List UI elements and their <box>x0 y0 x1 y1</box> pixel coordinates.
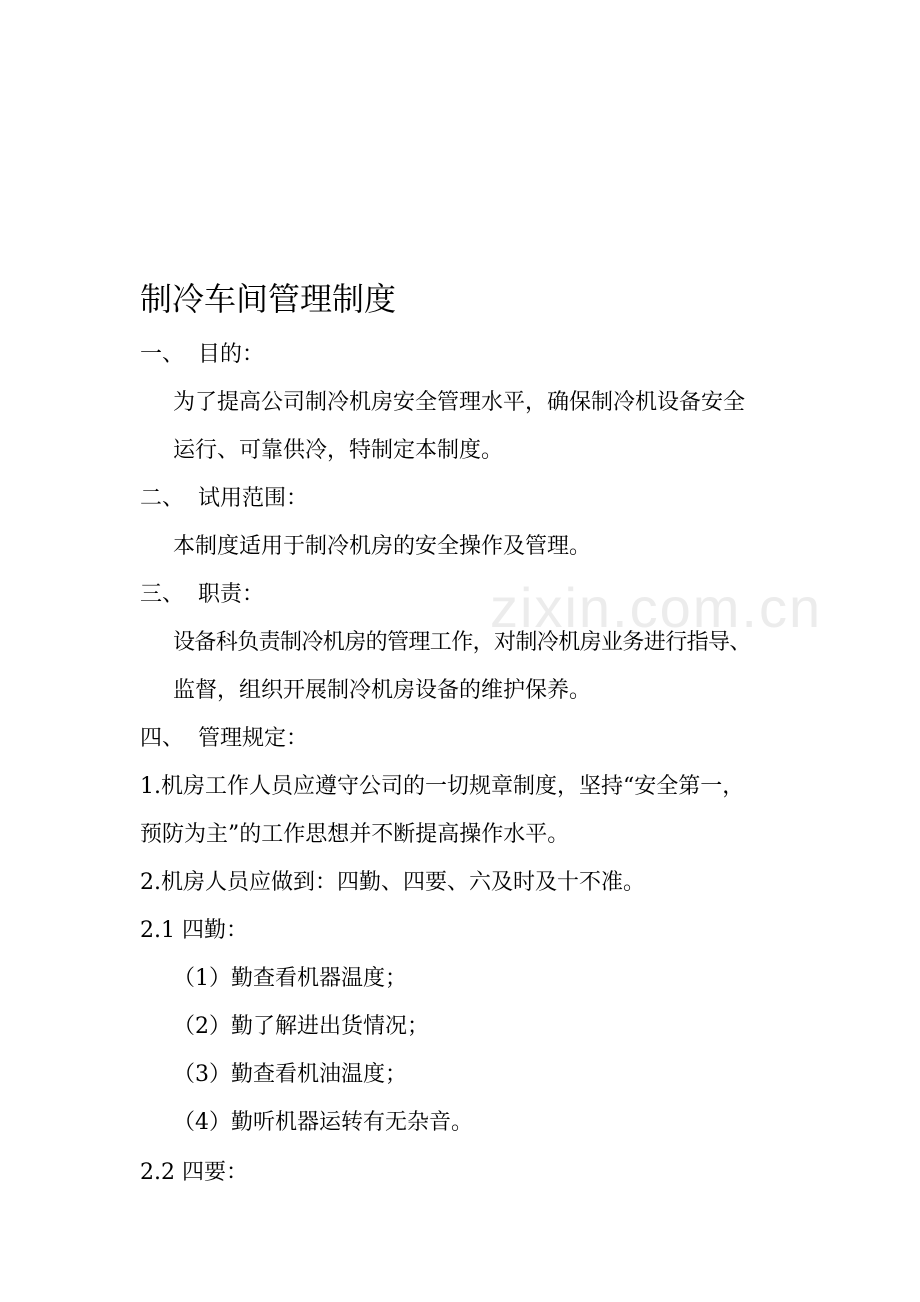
rule-line: 2.机房人员应做到：四勤、四要、六及时及十不准。 <box>140 870 645 895</box>
watermark: zixin.com.cn <box>490 576 823 639</box>
section-heading-text: 试用范围： <box>198 486 309 511</box>
paragraph-line: 监督，组织开展制冷机房设备的维护保养。 <box>173 678 592 703</box>
list-item: （4）勤听机器运转有无杂音。 <box>173 1110 473 1135</box>
list-item: （2）勤了解进出货情况； <box>173 1014 429 1039</box>
section-number: 四、 <box>140 726 185 751</box>
list-item: （1）勤查看机器温度； <box>173 966 407 991</box>
rule-line: 1.机房工作人员应遵守公司的一切规章制度，坚持“安全第一， <box>140 774 745 799</box>
section-4-heading <box>140 728 308 750</box>
rule-line: 预防为主”的工作思想并不断提高操作水平。 <box>140 822 570 847</box>
section-number: 一、 <box>140 342 185 367</box>
section-3-heading <box>140 584 264 606</box>
section-2-heading <box>140 488 308 510</box>
subsection-heading: 2.2 四要： <box>140 1160 248 1185</box>
section-heading-text: 目的： <box>198 342 265 367</box>
paragraph-line: 设备科负责制冷机房的管理工作，对制冷机房业务进行指导、 <box>173 630 751 655</box>
paragraph-line: 运行、可靠供冷，特制定本制度。 <box>173 438 504 463</box>
section-heading-text: 职责： <box>198 582 265 607</box>
section-1-heading <box>140 344 264 366</box>
paragraph-line: 为了提高公司制冷机房安全管理水平，确保制冷机设备安全 <box>173 390 746 415</box>
section-number: 三、 <box>140 582 185 607</box>
document-title: 制冷车间管理制度 <box>140 280 397 318</box>
section-number: 二、 <box>140 486 185 511</box>
list-item: （3）勤查看机油温度； <box>173 1062 407 1087</box>
subsection-heading: 2.1 四勤： <box>140 918 248 943</box>
paragraph-line: 本制度适用于制冷机房的安全操作及管理。 <box>173 534 592 559</box>
section-heading-text: 管理规定： <box>198 726 309 751</box>
